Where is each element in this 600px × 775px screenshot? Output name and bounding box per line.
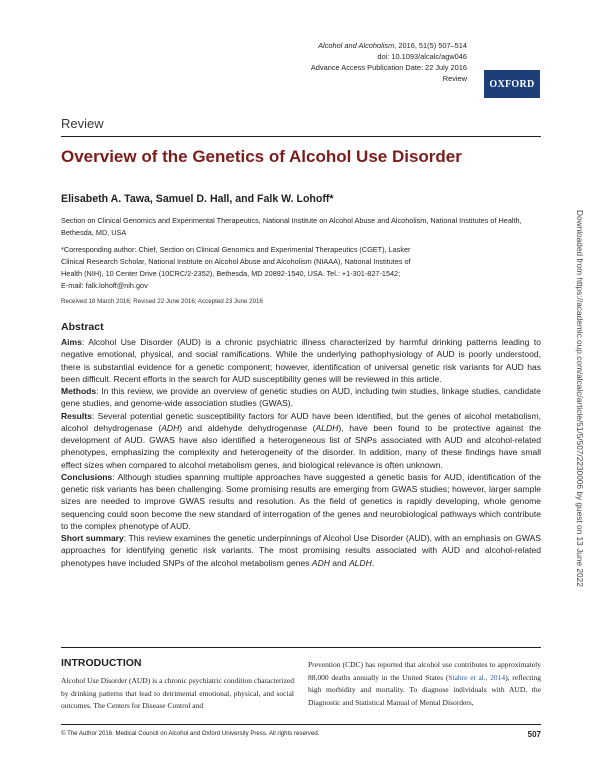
advance-access-date: Advance Access Publication Date: 22 July 2016 <box>310 63 467 72</box>
corresponding-email[interactable]: E-mail: falk.lohoff@nih.gov <box>61 281 148 290</box>
abstract-methods: Methods: In this review, we provide an overview of genetic studies on AUD, including twin studies, linkage studies, candidate gene studies, and genome-wide association studies (GWAS). <box>61 386 541 409</box>
oxford-logo: OXFORD <box>484 70 540 98</box>
page-footer <box>61 730 541 739</box>
section-label: Review <box>61 116 104 131</box>
results-label: Results <box>61 410 92 421</box>
article-title: Overview of the Genetics of Alcohol Use Disorder <box>61 147 462 166</box>
author-list: Elisabeth A. Tawa, Samuel D. Hall, and Falk W. Lohoff* <box>61 193 334 205</box>
abstract-heading: Abstract <box>61 321 104 333</box>
page-number: 507 <box>527 730 541 739</box>
article-metadata <box>311 40 467 84</box>
citation-link[interactable]: Stahre et al., 2014 <box>448 672 506 682</box>
intro-column-left: Alcohol Use Disorder (AUD) is a chronic psychiatric condition characterized by drinking patterns that lead to detrimental emotional, physical, and social outcomes. The Centers for Disease Control and <box>61 676 294 711</box>
copyright-notice: © The Author 2016. Medical Council on Alcohol and Oxford University Press. All rights reserved. <box>61 730 320 737</box>
intro-column-right: Prevention (CDC) has reported that alcohol use contributes to approximately 88,000 deaths annually in the United States (Stahre et al., 2014), reflecting high morbidity and mortality. To diagnose individuals with AUD, the Diagnostic and Statistical Manual of Mental Disorders, <box>308 660 541 707</box>
affiliation: Section on Clinical Genomics and Experimental Therapeutics, National Institute on Alcohol Abuse and Alcoholism, National Institutes of Health, Bethesda, MD, USA <box>61 216 522 237</box>
received-dates: Received 18 March 2016; Revised 22 June 2016; Accepted 23 June 2016 <box>61 298 263 305</box>
journal-name: Alcohol and Alcoholism <box>318 41 395 50</box>
corresponding-author <box>61 244 541 292</box>
journal-volume: , 2016, 51(5) 507–514 <box>394 41 467 50</box>
introduction-heading: INTRODUCTION <box>61 657 142 669</box>
doi[interactable]: doi: 10.1093/alcalc/agw046 <box>377 52 467 61</box>
abstract-divider <box>61 647 541 648</box>
conclusions-label: Conclusions <box>61 471 113 482</box>
section-divider <box>61 136 541 137</box>
abstract-body <box>61 336 541 569</box>
corresponding-line: *Corresponding author: Chief, Section on Clinical Genomics and Experimental Therapeutics (CGET), Lasker <box>61 245 411 254</box>
download-note: Downloaded from https://academic.oup.com/alcalc/article/51/5/507/2230006 by guest on 13 June 2022 <box>575 210 585 587</box>
download-watermark <box>575 210 591 630</box>
corresponding-line: Health (NIH), 10 Center Drive (10CRC/2-2352), Bethesda, MD 20892-1540, USA. Tel.: +1-301-827-1542; <box>61 269 401 278</box>
methods-label: Methods <box>61 386 97 396</box>
abstract-results: Results: Several potential genetic susceptibility factors for AUD have been identified, but the genes of alcohol metabolism, alcohol dehydrogenase (ADH) and aldehyde dehydrogenase (ALDH), have been found to be protective against the development of AUD. GWAS have also identified a heterogeneous list of SNPs associated with AUD and alcohol-related phenotypes, emphasizing the complexity and heterogeneity of the disorder. In addition, many of these findings have small effect sizes when compared to alcohol metabolism genes, and biological relevance is often unknown. <box>61 410 541 470</box>
abstract-conclusions: Conclusions: Although studies spanning multiple approaches have suggested a genetic basis for AUD, identification of the genetic risk variants has been challenging. Some promising results are emerging from GWAS studies; however, larger sample sizes are needed to improve GWAS results and resolution. As the field of genetics is rapidly developing, whole genome sequencing could soon become the new standard of interrogation of the genes and neurobiological pathways which contribute to the complex phenotype of AUD. <box>61 471 541 531</box>
abstract-aims: Aims: Alcohol Use Disorder (AUD) is a chronic psychiatric illness characterized by harmful drinking patterns leading to negative emotional, physical, and social ramifications. While the underlying pathophysiology of AUD is poorly understood, there is substantial evidence for a genetic component; however, identification of universal genetic risk variants for AUD has been difficult. Recent efforts in the search for AUD susceptibility genes will be reviewed in this article. <box>61 337 541 384</box>
aims-label: Aims <box>61 337 82 347</box>
corresponding-line: Clinical Research Scholar, National Institute on Alcohol Abuse and Alcoholism (NIAAA), National Institutes of <box>61 257 411 266</box>
journal-citation <box>311 40 467 51</box>
footer-divider <box>61 724 541 725</box>
abstract-short-summary: Short summary: This review examines the genetic underpinnings of Alcohol Use Disorder (AUD), with an emphasis on GWAS approaches for identifying genetic risk variants. The most promising results associated with AUD and alcohol-related phenotypes have included SNPs of the alcohol metabolism genes ADH and ALDH. <box>61 533 541 568</box>
article-type: Review <box>442 74 467 83</box>
summary-label: Short summary <box>61 533 124 543</box>
